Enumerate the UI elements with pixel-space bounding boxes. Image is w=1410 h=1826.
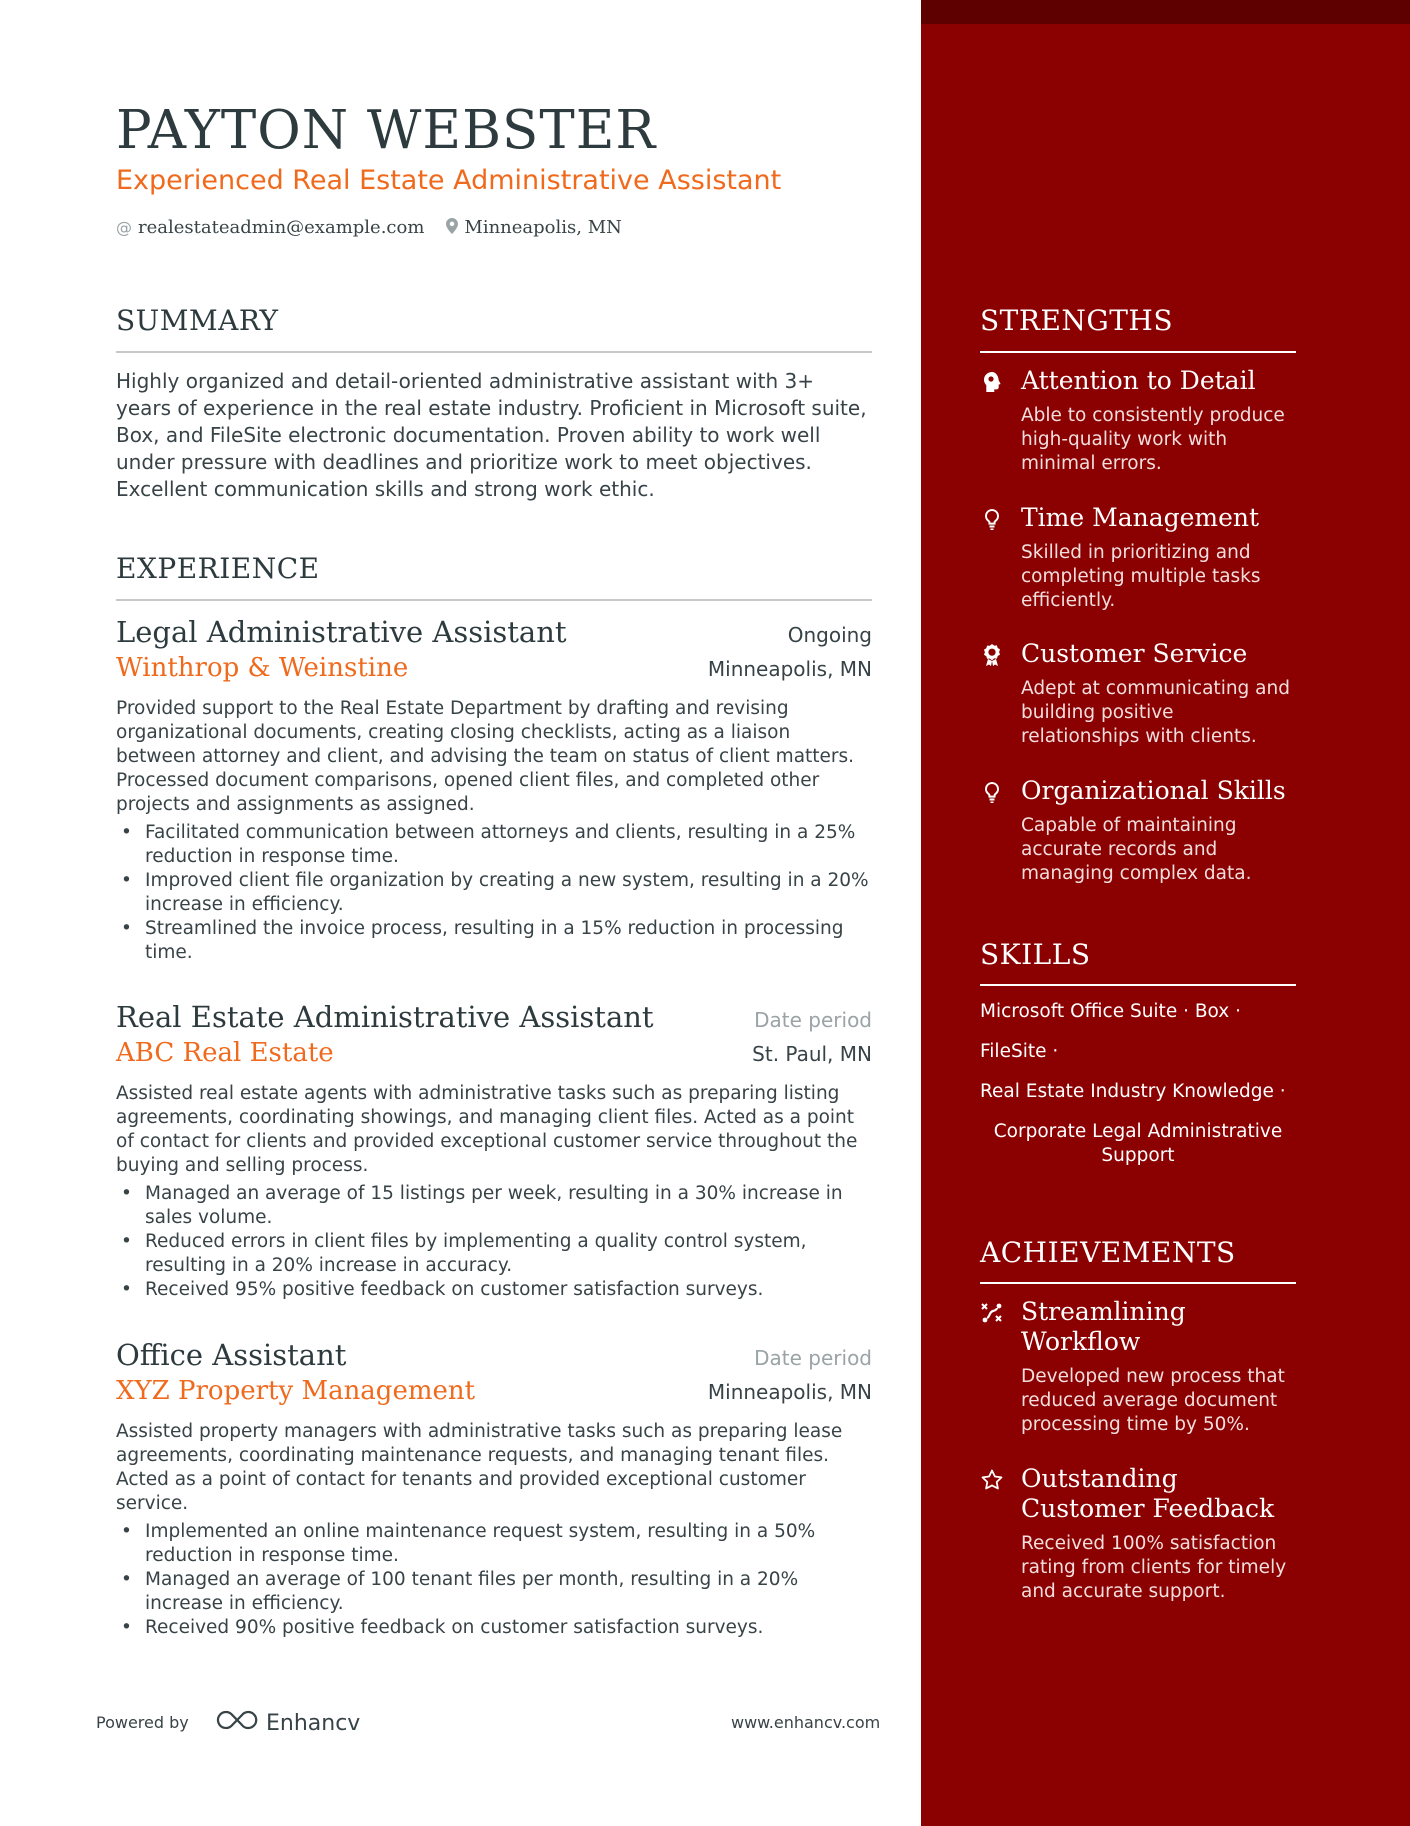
email-item[interactable] xyxy=(116,217,424,238)
skill-tag: Box xyxy=(1194,1001,1230,1022)
map-pin-icon xyxy=(446,218,458,238)
skills-line xyxy=(980,1120,1296,1168)
job-bullet: • Implemented an online maintenance request system, resulting in a 50% reduction in response time. xyxy=(116,1520,872,1568)
powered-by-label: Powered by xyxy=(96,1713,189,1732)
strengths-divider xyxy=(980,351,1296,353)
skill-tag: Real Estate Industry Knowledge xyxy=(980,1081,1274,1102)
achievement-title: Streamlining Workflow xyxy=(1021,1297,1186,1356)
job-description: Provided support to the Real Estate Department by drafting and revising organizational documents, creating closing checklists, acting as a liaison between attorney and client, and advising the team on status of client matters. Processed document comparisons, opened client files, and completed other projects and assignments as assigned. xyxy=(116,698,855,815)
skill-separator: · xyxy=(1046,1041,1059,1062)
job-bullet: • Received 95% positive feedback on customer satisfaction surveys. xyxy=(116,1278,872,1302)
enhancv-logo[interactable] xyxy=(214,1708,360,1738)
skills-line xyxy=(980,1080,1296,1104)
job-bullet: • Facilitated communication between attorneys and clients, resulting in a 25% reduction in response time. xyxy=(116,821,872,869)
skill-tag: FileSite xyxy=(980,1041,1047,1062)
skill-separator: · xyxy=(1273,1081,1286,1102)
achievement-text: Developed new process that reduced average document processing time by 50%. xyxy=(1021,1366,1285,1435)
achievements-divider xyxy=(980,1282,1296,1284)
job-bullet: • Managed an average of 15 listings per week, resulting in a 30% increase in sales volume. xyxy=(116,1182,872,1230)
candidate-name: PAYTON WEBSTER xyxy=(116,100,657,161)
contact-info xyxy=(116,217,644,238)
strength-title: Customer Service xyxy=(1021,639,1248,668)
job-company: ABC Real Estate xyxy=(116,1038,334,1068)
job-location: St. Paul, MN xyxy=(752,1042,872,1066)
job-entry xyxy=(116,1338,872,1640)
job-bullet: • Streamlined the invoice process, resulting in a 15% reduction in processing time. xyxy=(116,917,872,965)
job-header-row xyxy=(116,1338,872,1372)
achievement-text: Received 100% satisfaction rating from clients for timely and accurate support. xyxy=(1021,1533,1287,1602)
job-bullet: • Reduced errors in client files by implementing a quality control system, resulting in a 20% increase in accuracy. xyxy=(116,1230,872,1278)
skills-heading: SKILLS xyxy=(980,938,1091,971)
sidebar-top-band xyxy=(921,0,1410,24)
strength-text: Skilled in prioritizing and completing multiple tasks efficiently. xyxy=(1021,542,1261,611)
job-date: Date period xyxy=(754,1008,872,1032)
job-location: Minneapolis, MN xyxy=(707,657,872,681)
strength-item xyxy=(980,639,1296,749)
skills-list xyxy=(980,1000,1296,1168)
strength-text: Adept at communicating and building positive relationships with clients. xyxy=(1021,678,1290,747)
summary-divider xyxy=(116,351,872,353)
job-title: Legal Administrative Assistant xyxy=(116,615,567,649)
job-location: Minneapolis, MN xyxy=(707,1380,872,1404)
route-icon xyxy=(980,1301,1006,1327)
achievement-item xyxy=(980,1464,1296,1604)
job-bullets xyxy=(116,821,872,965)
job-company: XYZ Property Management xyxy=(116,1376,476,1406)
job-company-row xyxy=(116,653,872,683)
job-bullet: • Received 90% positive feedback on customer satisfaction surveys. xyxy=(116,1616,872,1640)
strength-title: Time Management xyxy=(1021,503,1260,532)
skill-separator: · xyxy=(1177,1001,1189,1022)
strength-title: Attention to Detail xyxy=(1021,366,1256,395)
achievements-heading: ACHIEVEMENTS xyxy=(980,1236,1236,1269)
job-date: Ongoing xyxy=(787,623,872,647)
strength-item xyxy=(980,776,1296,886)
job-title: Office Assistant xyxy=(116,1338,347,1372)
website-link[interactable]: www.enhancv.com xyxy=(731,1713,881,1732)
job-date: Date period xyxy=(754,1346,872,1370)
skill-tag: Microsoft Office Suite xyxy=(980,1001,1178,1022)
job-bullet: • Improved client file organization by creating a new system, resulting in a 20% increase in efficiency. xyxy=(116,869,872,917)
job-entry xyxy=(116,1000,872,1302)
brain-head-icon xyxy=(980,370,1006,396)
job-description: Assisted property managers with administrative tasks such as preparing lease agreements, coordinating maintenance requests, and managing tenant files. Acted as a point of contact for tenants and provided exceptional customer service. xyxy=(116,1421,843,1514)
job-header-row xyxy=(116,615,872,649)
skill-tag: Corporate Legal Administrative Support xyxy=(993,1121,1283,1166)
skill-separator: · xyxy=(1229,1001,1242,1022)
enhancv-logo-icon xyxy=(214,1708,260,1738)
skills-divider xyxy=(980,984,1296,986)
job-header-row xyxy=(116,1000,872,1034)
strength-title: Organizational Skills xyxy=(1021,776,1286,805)
award-badge-icon xyxy=(980,643,1006,669)
location-item xyxy=(446,217,622,238)
strength-item xyxy=(980,503,1296,613)
lightbulb-icon xyxy=(980,780,1006,806)
strengths-heading: STRENGTHS xyxy=(980,304,1174,337)
lightbulb-icon xyxy=(980,507,1006,533)
job-bullet: • Managed an average of 100 tenant files per month, resulting in a 20% increase in efficiency. xyxy=(116,1568,872,1616)
strength-text: Capable of maintaining accurate records and managing complex data. xyxy=(1021,815,1252,884)
email-text: realestateadmin@example.com xyxy=(138,217,425,238)
job-entry xyxy=(116,615,872,965)
job-bullets xyxy=(116,1520,872,1640)
skills-line xyxy=(980,1000,1296,1024)
location-text: Minneapolis, MN xyxy=(464,217,622,238)
candidate-title: Experienced Real Estate Administrative Assistant xyxy=(116,165,782,196)
job-bullets xyxy=(116,1182,872,1302)
job-description: Assisted real estate agents with administrative tasks such as preparing listing agreements, coordinating showings, and managing client files. Acted as a point of contact for clients and provided exceptional customer service throughout the buying and selling process. xyxy=(116,1083,858,1176)
strength-item xyxy=(980,366,1296,476)
skills-line xyxy=(980,1040,1296,1064)
job-company: Winthrop & Weinstine xyxy=(116,653,409,683)
at-icon: @ xyxy=(116,218,132,237)
experience-divider xyxy=(116,599,872,601)
summary-text: Highly organized and detail-oriented administrative assistant with 3+ years of experience in the real estate industry. Proficient in Microsoft suite, Box, and FileSite electronic documentation. Proven ability to work well under pressure with deadlines and prioritize work to meet objectives. Excellent communication skills and strong work ethic. xyxy=(116,369,867,501)
strength-text: Able to consistently produce high-quality work with minimal errors. xyxy=(1021,405,1285,474)
job-title: Real Estate Administrative Assistant xyxy=(116,1000,654,1034)
job-company-row xyxy=(116,1376,872,1406)
summary-heading: SUMMARY xyxy=(116,304,279,337)
achievement-item xyxy=(980,1297,1296,1437)
achievement-title: Outstanding Customer Feedback xyxy=(1021,1464,1275,1523)
star-icon xyxy=(980,1468,1006,1494)
experience-heading: EXPERIENCE xyxy=(116,552,320,585)
job-company-row xyxy=(116,1038,872,1068)
enhancv-brand-text: Enhancv xyxy=(266,1710,361,1736)
